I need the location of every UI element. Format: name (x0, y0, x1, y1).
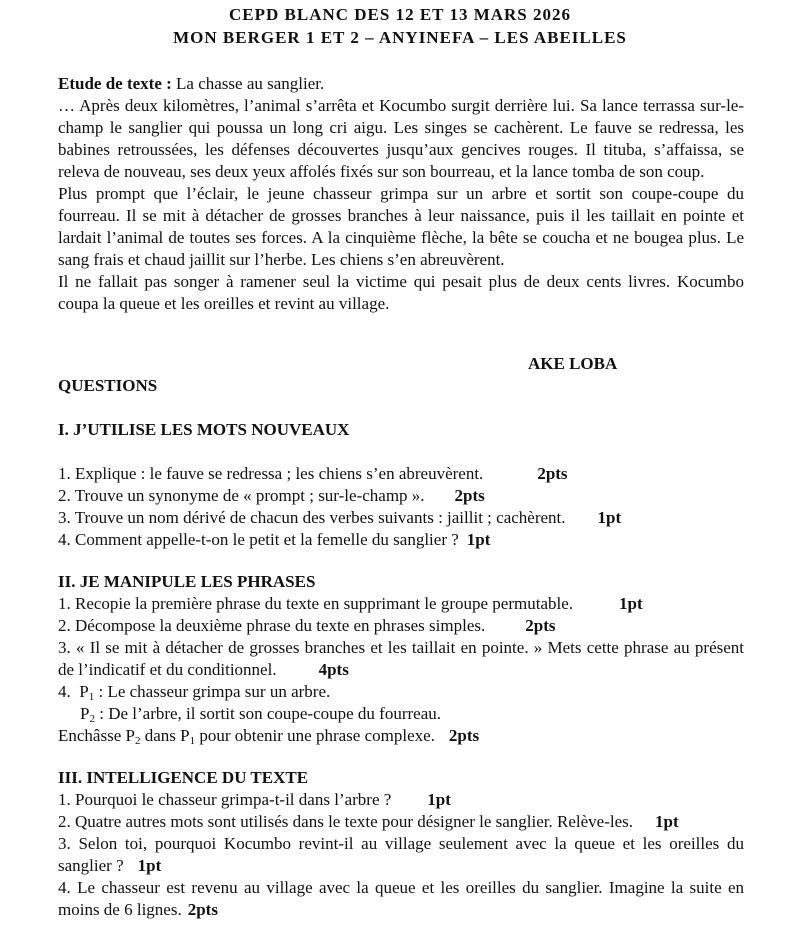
s3-question-2: 2. Quatre autres mots sont utilisés dans le texte pour désigner le sanglier. Relève-les. 1pt (58, 812, 679, 831)
s2-question-3: 3. « Il se mit à détacher de grosses branches et les taillait en pointe. » Mets cette phrase au présent de l’indicatif et du conditionnel. 4pts (58, 638, 744, 679)
study-label: Etude de texte : (58, 74, 172, 93)
paragraph-3: Il ne fallait pas songer à ramener seul la victime qui pesait plus de deux cents livres. Kocumbo coupa la queue et les oreilles et revint au village. (58, 272, 744, 313)
study-text (58, 73, 744, 315)
paragraph-2: Plus prompt que l’éclair, le jeune chasseur grimpa sur un arbre et sortit son coupe-coupe du fourreau. Il se mit à détacher de grosses branches à leur naissance, puis il les taillait en pointe et lardait l’animal de toutes ses forces. A la cinquième flèche, la bête se coucha et ne bougea plus. Le sang frais et chaud jaillit sur l’herbe. Les chiens s’en abreuvèrent. (58, 184, 744, 269)
s2-question-2: 2. Décompose la deuxième phrase du texte en phrases simples. 2pts (58, 616, 556, 635)
section-2-title: II. JE MANIPULE LES PHRASES (58, 572, 316, 591)
study-heading (58, 73, 744, 95)
points: 1pt (597, 508, 622, 527)
points: 2pts (537, 464, 568, 483)
points: 1pt (466, 530, 491, 549)
points: 4pts (318, 660, 349, 679)
s2-question-1: 1. Recopie la première phrase du texte en supprimant le groupe permutable. 1pt (58, 594, 643, 613)
s2-question-4-p2: $P_2$ : De l’arbre, il sortit son coupe-coupe du fourreau. (80, 704, 441, 725)
study-title: La chasse au sanglier. (176, 74, 325, 93)
points: 1pt (427, 790, 451, 809)
paragraph-1: … Après deux kilomètres, l’animal s’arrêta et Kocumbo surgit derrière lui. Sa lance terrassa sur-le-champ le sanglier qui poussa un long cri aigu. Les singes se cachèrent. Le fauve se redressa, les babines retroussées, les défenses découvertes jusqu’aux gencives rouges. Il tituba, s’affaissa, se releva de nouveau, ses deux yeux affolés fixés sur son bourreau, et la lance tomba de son coup. (58, 96, 744, 181)
s2-question-4-p1: 4. $P_1$ : Le chasseur grimpa sur un arbre. (58, 682, 331, 703)
s1-question-3: 3. Trouve un nom dérivé de chacun des verbes suivants : jaillit ; cachèrent. 1pt (58, 508, 622, 527)
s3-question-4: 4. Le chasseur est revenu au village avec la queue et les oreilles du sanglier. Imagine la suite en moins de 6 lignes. 2pts (58, 878, 744, 919)
section-1-title: I. J’UTILISE LES MOTS NOUVEAUX (58, 420, 350, 439)
s1-question-1: 1. Explique : le fauve se redressa ; les chiens s’en abreuvèrent. 2pts (58, 464, 568, 483)
exam-header-line2: MON BERGER 1 ET 2 – ANYINEFA – LES ABEILLES (173, 28, 627, 47)
s1-question-2: 2. Trouve un synonyme de « prompt ; sur-le-champ ». 2pts (58, 486, 485, 505)
s3-question-3: 3. Selon toi, pourquoi Kocumbo revint-il au village seulement avec la queue et les oreilles du sanglier ? 1pt (58, 834, 744, 875)
points: 2pts (187, 900, 218, 919)
section-3-title: III. INTELLIGENCE DU TEXTE (58, 768, 309, 787)
author-name: AKE LOBA (528, 354, 618, 373)
s1-question-4: 4. Comment appelle-t-on le petit et la femelle du sanglier ? 1pt (58, 530, 491, 549)
points: 1pt (619, 594, 643, 613)
points: 1pt (655, 812, 679, 831)
points: 2pts (525, 616, 556, 635)
questions-title: QUESTIONS (58, 376, 158, 395)
s2-question-4-instruction: Enchâsse $P_2$ dans $P_1$ pour obtenir une phrase complexe. 2pts (58, 726, 480, 747)
s3-question-1: 1. Pourquoi le chasseur grimpa-t-il dans l’arbre ? 1pt (58, 790, 451, 809)
points: 1pt (137, 856, 162, 875)
points: 2pts (448, 726, 480, 745)
points: 2pts (454, 486, 485, 505)
exam-header-line1: CEPD BLANC DES 12 ET 13 MARS 2026 (228, 5, 572, 24)
